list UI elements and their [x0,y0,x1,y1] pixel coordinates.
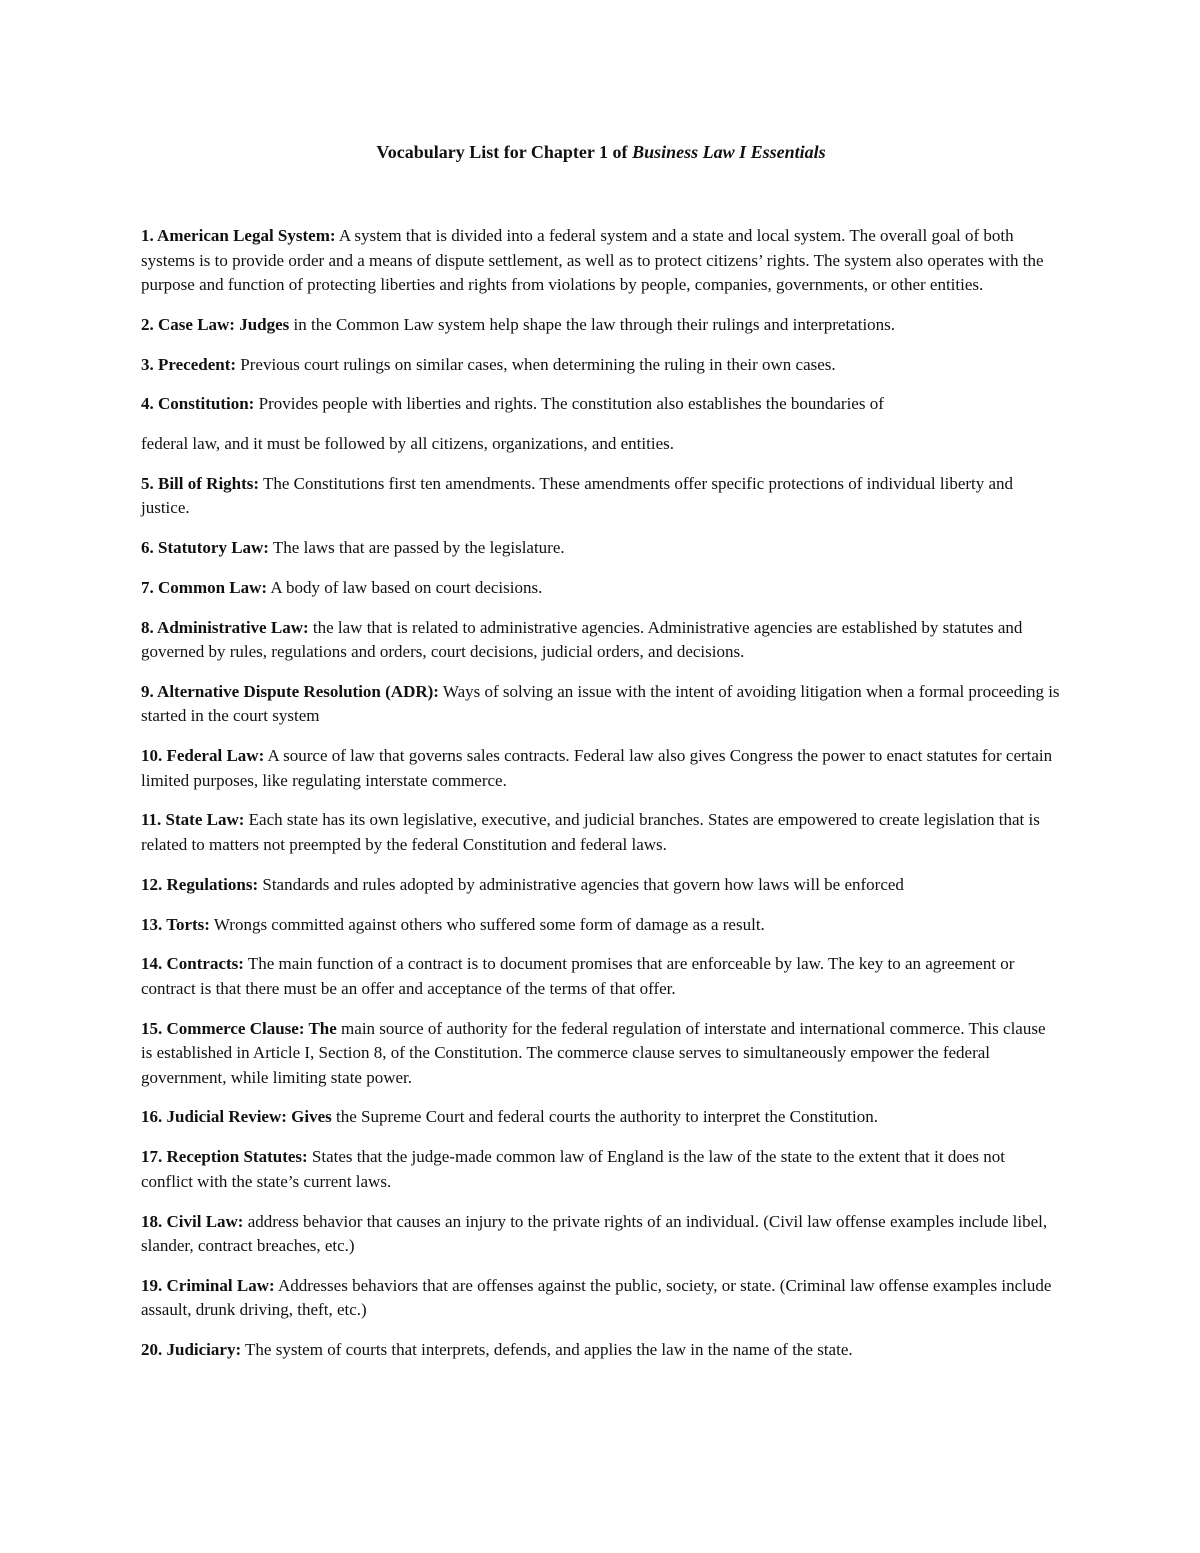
vocab-entry-criminal-law [141,1274,1061,1323]
vocab-entry-torts [141,913,1061,938]
vocab-term: 17. Reception Statutes: [141,1147,308,1167]
vocab-entry-judiciary [141,1338,1061,1363]
vocab-entry-precedent [141,353,1061,378]
vocab-entry-commerce-clause [141,1017,1061,1091]
vocab-term: 13. Torts: [141,914,210,934]
title-book-name: Business Law I Essentials [632,142,826,162]
vocab-definition: States that the judge-made common law of England is the law of the state to the extent that it does not conflict with the state’s current laws. [141,1147,1005,1191]
vocab-term: 10. Federal Law: [141,746,265,766]
vocab-definition: The laws that are passed by the legislature. [268,537,565,557]
vocab-term: 19. Criminal Law: [141,1275,275,1295]
title-prefix: Vocabulary List for Chapter 1 of [376,142,633,162]
vocab-entry-federal-law [141,744,1061,793]
document-page [141,140,1061,1378]
document-title [141,140,1061,164]
vocab-definition: A source of law that governs sales contracts. Federal law also gives Congress the power to enact statutes for certain limited purposes, like regulating interstate commerce. [141,746,1053,790]
vocab-term: 2. Case Law: Judges [141,314,290,334]
vocab-definition: The Constitutions first ten amendments. These amendments offer specific protections of individual liberty and justice. [141,473,1014,518]
vocab-entry-regulations [141,873,1061,898]
vocab-entry-statutory-law [141,536,1061,561]
vocab-definition: Addresses behaviors that are offenses against the public, society, or state. (Criminal law offense examples include assault, drunk driving, theft, etc.) [141,1275,1052,1320]
vocab-definition: Ways of solving an issue with the intent of avoiding litigation when a formal proceeding is started in the court system [141,681,1060,726]
vocab-definition: The system of courts that interprets, defends, and applies the law in the name of the state. [241,1340,853,1360]
vocab-entry-judicial-review [141,1105,1061,1130]
vocab-definition: A system that is divided into a federal system and a state and local system. The overall goal of both systems is to provide order and a means of dispute settlement, as well as to protect citizens’ rights. The system also operates with the purpose and function of protecting liberties and rights from violations by people, companies, governments, or other entities. [141,226,1044,294]
vocab-definition: A body of law based on court decisions. [267,577,543,597]
vocab-term: 1. American Legal System: [141,226,336,245]
vocab-entry-case-law [141,313,1061,338]
vocab-definition: The main function of a contract is to document promises that are enforceable by law. The key to an agreement or contract is that there must be an offer and acceptance of the terms of that offer. [141,954,1015,998]
vocab-term: 16. Judicial Review: Gives [141,1107,332,1127]
vocab-entry-adr [141,680,1061,729]
vocab-entry-reception-statutes [141,1145,1061,1194]
vocab-definition: address behavior that causes an injury to the private rights of an individual. (Civil law offense examples include libel, slander, contract breaches, etc.) [141,1211,1048,1256]
vocab-definition-continued: federal law, and it must be followed by all citizens, organizations, and entities. [141,433,674,453]
vocab-definition: the Supreme Court and federal courts the authority to interpret the Constitution. [331,1107,878,1127]
vocab-term: 11. State Law: [141,810,245,830]
vocab-term: 3. Precedent: [141,354,237,374]
vocab-definition: Provides people with liberties and rights. The constitution also establishes the boundaries of [254,394,884,414]
vocab-definition: Standards and rules adopted by administrative agencies that govern how laws will be enforced [258,874,904,894]
vocab-definition: main source of authority for the federal regulation of interstate and international commerce. This clause is established in Article I, Section 8, of the Constitution. The commerce clause serves to simultaneously empower the federal government, while limiting state power. [141,1018,1046,1087]
vocab-term: 20. Judiciary: [141,1340,242,1360]
vocab-entry-constitution [141,392,1061,456]
vocab-entry-civil-law [141,1210,1061,1259]
vocab-term: 9. Alternative Dispute Resolution (ADR): [141,681,439,701]
vocab-entry-bill-of-rights [141,472,1061,521]
vocab-term: 14. Contracts: [141,954,244,974]
vocab-entry-contracts [141,952,1061,1001]
vocab-term: 5. Bill of Rights: [141,473,260,493]
vocab-definition: Wrongs committed against others who suffered some form of damage as a result. [209,914,765,934]
vocab-definition: the law that is related to administrative agencies. Administrative agencies are established by statutes and governed by rules, regulations and orders, court decisions, judicial orders, and decisions. [141,617,1023,662]
vocab-term: 18. Civil Law: [141,1211,244,1231]
vocab-definition: Previous court rulings on similar cases, when determining the ruling in their own cases. [236,354,836,374]
vocab-term: 7. Common Law: [141,577,268,597]
vocab-term: 4. Constitution: [141,394,255,414]
vocab-term: 6. Statutory Law: [141,537,269,557]
vocab-term: 8. Administrative Law: [141,617,309,637]
vocab-entry-american-legal-system [141,224,1061,298]
vocab-term: 15. Commerce Clause: The [141,1018,337,1038]
vocab-entry-common-law [141,576,1061,601]
vocab-definition: Each state has its own legislative, executive, and judicial branches. States are empowered to create legislation that is related to matters not preempted by the federal Constitution and federal laws. [141,810,1040,854]
vocab-entry-administrative-law [141,616,1061,665]
vocab-entry-state-law [141,808,1061,857]
vocab-definition: in the Common Law system help shape the law through their rulings and interpretations. [289,314,896,334]
vocab-term: 12. Regulations: [141,874,259,894]
